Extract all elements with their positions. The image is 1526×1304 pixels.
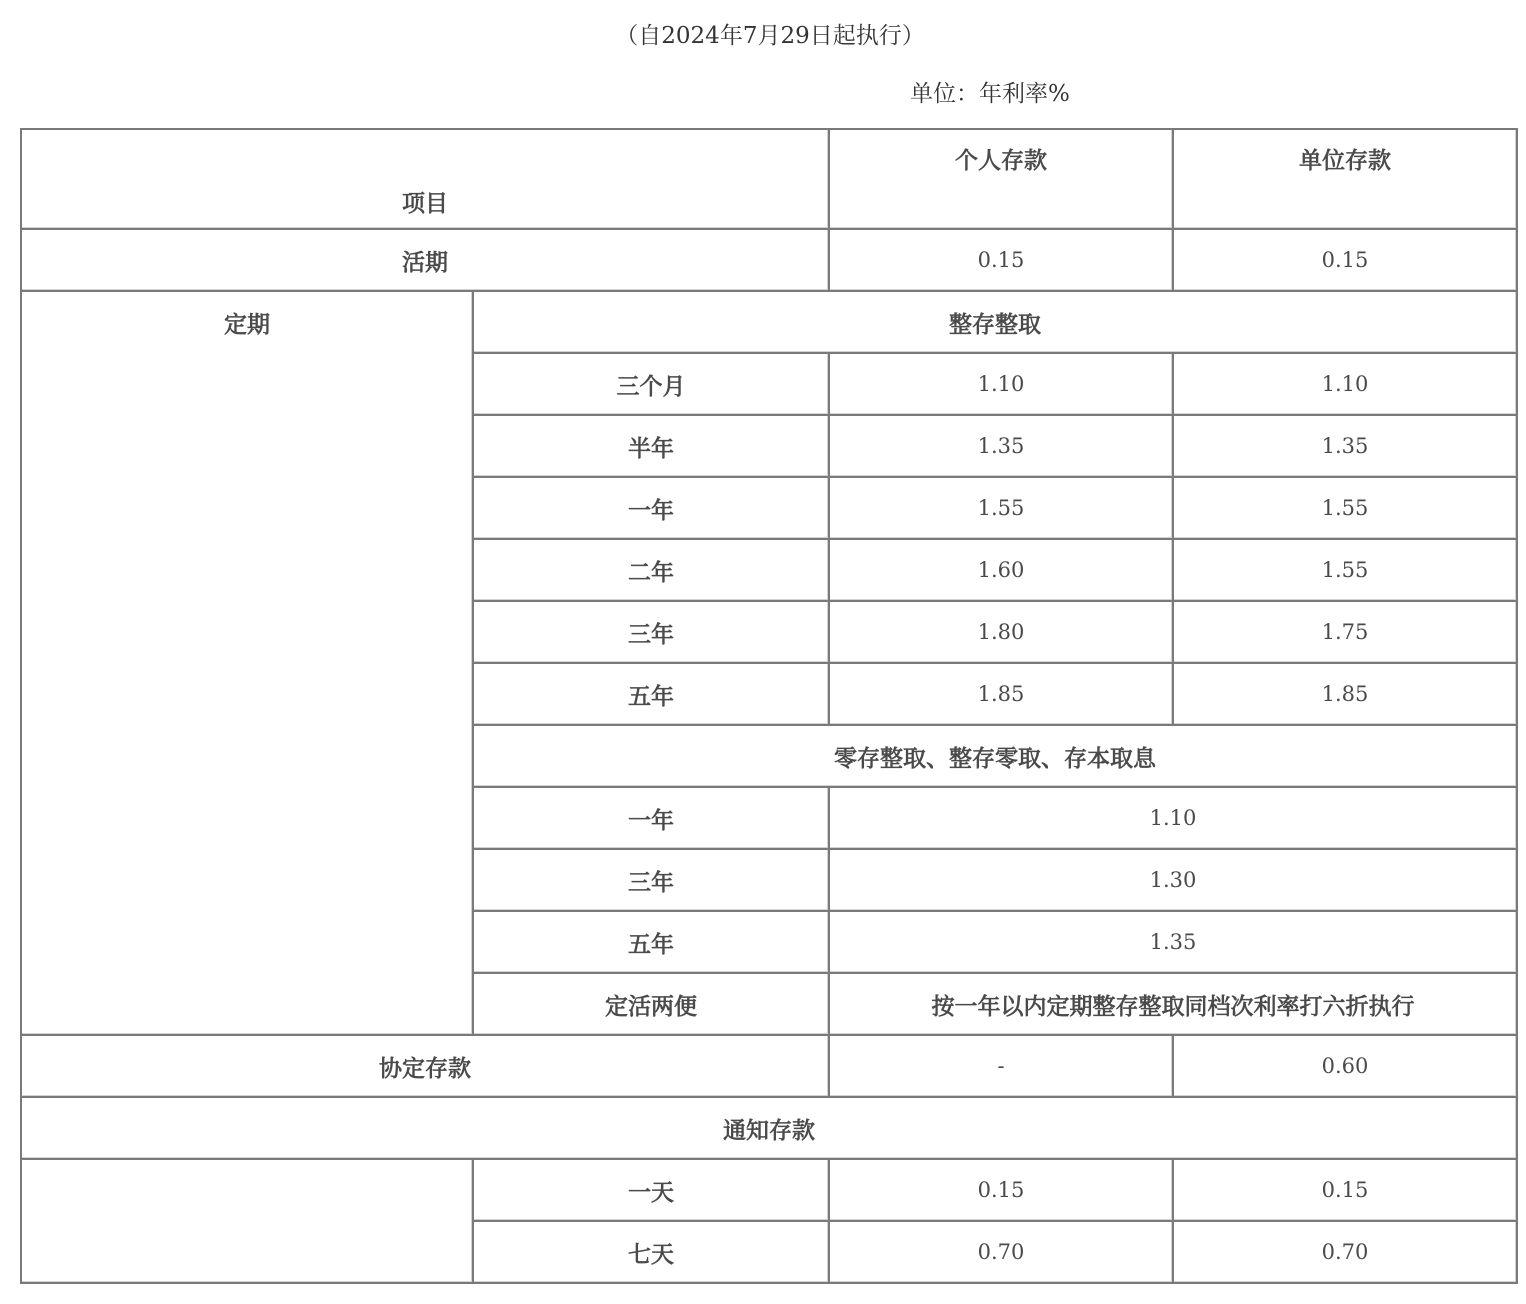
flexible-label: 定活两便 bbox=[474, 974, 830, 1036]
demand-corporate-rate: 0.15 bbox=[1174, 230, 1518, 292]
flexible-rule: 按一年以内定期整存整取同档次利率打六折执行 bbox=[830, 974, 1518, 1036]
term-label: 二年 bbox=[474, 540, 830, 602]
table-row-negotiated bbox=[22, 1036, 1518, 1098]
corporate-rate: 1.35 bbox=[1174, 416, 1518, 478]
negotiated-corporate-rate: 0.60 bbox=[1174, 1036, 1518, 1098]
term-label: 半年 bbox=[474, 416, 830, 478]
installment-label: 零存整取、整存零取、存本取息 bbox=[474, 726, 1518, 788]
term-label: 三年 bbox=[474, 850, 830, 912]
corporate-rate: 1.10 bbox=[1174, 354, 1518, 416]
unit-label: 单位：年利率% bbox=[910, 81, 1070, 107]
corporate-rate: 0.70 bbox=[1174, 1222, 1518, 1284]
lump-sum-label: 整存整取 bbox=[474, 292, 1518, 354]
table-row-notice-header bbox=[22, 1098, 1518, 1160]
personal-rate: 1.10 bbox=[830, 354, 1174, 416]
term-label: 一年 bbox=[474, 478, 830, 540]
installment-rate: 1.30 bbox=[830, 850, 1518, 912]
table-header-row bbox=[22, 130, 1518, 230]
corporate-rate: 1.55 bbox=[1174, 540, 1518, 602]
term-label: 三年 bbox=[474, 602, 830, 664]
header-item: 项目 bbox=[22, 130, 830, 230]
term-label: 七天 bbox=[474, 1222, 830, 1284]
personal-rate: 1.80 bbox=[830, 602, 1174, 664]
fixed-label: 定期 bbox=[22, 292, 474, 1036]
term-label: 五年 bbox=[474, 664, 830, 726]
negotiated-label: 协定存款 bbox=[22, 1036, 830, 1098]
notice-blank-cell bbox=[22, 1160, 474, 1284]
notice-label: 通知存款 bbox=[22, 1098, 1518, 1160]
personal-rate: 0.15 bbox=[830, 1160, 1174, 1222]
personal-rate: 1.55 bbox=[830, 478, 1174, 540]
table-row bbox=[22, 1160, 1518, 1222]
term-label: 一天 bbox=[474, 1160, 830, 1222]
corporate-rate: 1.85 bbox=[1174, 664, 1518, 726]
effective-date-subtitle: （自2024年7月29日起执行） bbox=[615, 23, 925, 49]
term-label: 三个月 bbox=[474, 354, 830, 416]
header-corporate: 单位存款 bbox=[1174, 130, 1518, 230]
personal-rate: 1.60 bbox=[830, 540, 1174, 602]
corporate-rate: 0.15 bbox=[1174, 1160, 1518, 1222]
personal-rate: 1.85 bbox=[830, 664, 1174, 726]
corporate-rate: 1.55 bbox=[1174, 478, 1518, 540]
personal-rate: 1.35 bbox=[830, 416, 1174, 478]
term-label: 一年 bbox=[474, 788, 830, 850]
installment-rate: 1.35 bbox=[830, 912, 1518, 974]
demand-label: 活期 bbox=[22, 230, 830, 292]
table-row-lump-sum-header bbox=[22, 292, 1518, 354]
corporate-rate: 1.75 bbox=[1174, 602, 1518, 664]
term-label: 五年 bbox=[474, 912, 830, 974]
deposit-rate-table bbox=[20, 128, 1518, 1284]
negotiated-personal-rate: - bbox=[830, 1036, 1174, 1098]
demand-personal-rate: 0.15 bbox=[830, 230, 1174, 292]
personal-rate: 0.70 bbox=[830, 1222, 1174, 1284]
table-row-demand bbox=[22, 230, 1518, 292]
installment-rate: 1.10 bbox=[830, 788, 1518, 850]
header-personal: 个人存款 bbox=[830, 130, 1174, 230]
